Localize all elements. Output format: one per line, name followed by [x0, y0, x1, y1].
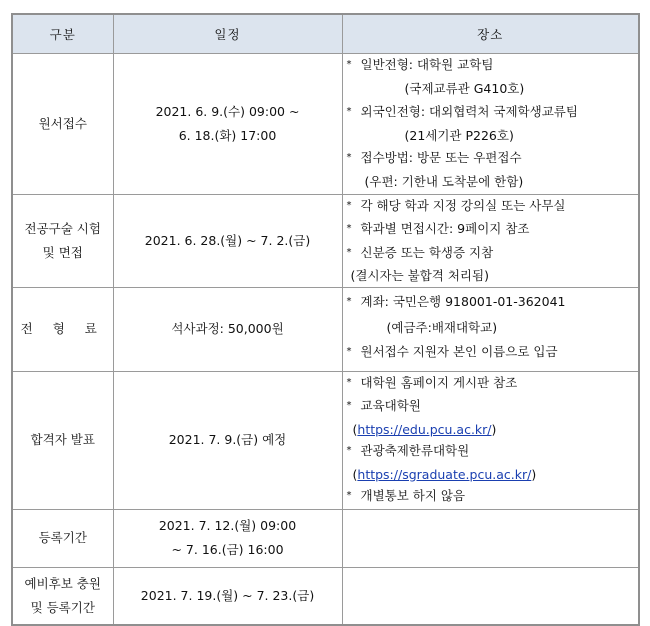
- category-cell: [12, 509, 113, 567]
- list-item: * 접수방법: 방문 또는 우편접수: [347, 147, 639, 171]
- bullet-mark: *: [346, 199, 352, 211]
- category-cell: [12, 194, 113, 287]
- date-text: ~ 7. 16.(금) 16:00: [171, 542, 284, 558]
- bullet-mark: *: [346, 345, 352, 357]
- location-cell: [342, 509, 639, 567]
- category-text: 예비후보 충원: [24, 576, 101, 592]
- list-item: * 일반전형: 대학원 교학팀: [347, 54, 639, 78]
- list-item: * 각 해당 학과 지정 강의실 또는 사무실: [347, 195, 639, 219]
- sgraduate-website-link[interactable]: https://sgraduate.pcu.ac.kr/: [357, 466, 532, 482]
- date-cell: [113, 371, 342, 509]
- category-text: 및 등록기간: [30, 600, 95, 616]
- bullet-mark: *: [346, 490, 352, 502]
- list-item-detail: (결시자는 불합격 처리됨): [350, 268, 489, 284]
- edu-website-link[interactable]: https://edu.pcu.ac.kr/: [357, 421, 492, 437]
- category-text: 원서접수: [38, 115, 87, 131]
- category-cell: [12, 287, 113, 371]
- date-text: 석사과정: 50,000원: [171, 321, 284, 337]
- date-text: 2021. 7. 12.(월) 09:00: [158, 518, 297, 534]
- bullet-mark: *: [346, 223, 352, 235]
- table-row-registration: [12, 509, 639, 567]
- table-row-interview: [12, 194, 639, 287]
- category-text: 합격자 발표: [30, 432, 95, 448]
- bullet-mark: *: [346, 246, 352, 258]
- list-item: * 관광축제한류대학원: [347, 440, 639, 464]
- location-cell: [342, 54, 639, 195]
- list-item: * 원서접수 지원자 본인 이름으로 입금: [347, 340, 639, 366]
- list-item-detail: (예금주:배재대학교): [386, 319, 498, 335]
- header-location: 장소: [342, 14, 639, 54]
- date-text: 2021. 7. 19.(월) ~ 7. 23.(금): [140, 588, 315, 604]
- bullet-mark: *: [346, 445, 352, 457]
- list-item-detail: (국제교류관 G410호): [404, 81, 525, 97]
- link-line: (https://edu.pcu.ac.kr/): [352, 421, 497, 437]
- category-text: 전공구술 시험: [24, 220, 101, 236]
- date-text: 2021. 7. 9.(금) 예정: [168, 432, 287, 448]
- location-cell: [342, 287, 639, 371]
- location-cell: [342, 194, 639, 287]
- list-item: * 외국인전형: 대외협력처 국제학생교류팀: [347, 101, 639, 125]
- bullet-mark: *: [346, 152, 352, 164]
- category-cell: [12, 371, 113, 509]
- list-item-detail: (우편: 기한내 도착분에 한함): [364, 174, 524, 190]
- bullet-mark: *: [346, 59, 352, 70]
- date-text: 6. 18.(화) 17:00: [178, 127, 277, 143]
- list-item: * 신분증 또는 학생증 지참: [347, 242, 639, 266]
- table-row-application: [12, 54, 639, 195]
- list-item: * 계좌: 국민은행 918001-01-362041: [347, 290, 639, 316]
- list-item: * 대학원 홈페이지 게시판 참조: [347, 372, 639, 396]
- bullet-mark: *: [346, 295, 352, 307]
- date-text: 2021. 6. 9.(수) 09:00 ~: [155, 103, 300, 119]
- list-item-detail: (21세기관 P226호): [404, 127, 514, 143]
- list-item: * 학과별 면접시간: 9페이지 참조: [347, 218, 639, 242]
- date-cell: [113, 509, 342, 567]
- date-cell: [113, 194, 342, 287]
- list-item: * 개별통보 하지 않음: [347, 485, 639, 509]
- table-row-fee: [12, 287, 639, 371]
- schedule-table: [11, 13, 640, 626]
- category-cell: [12, 54, 113, 195]
- table-row-announcement: [12, 371, 639, 509]
- category-text: 및 면접: [42, 244, 83, 260]
- table-header-row: [12, 14, 639, 54]
- date-cell: [113, 287, 342, 371]
- date-text: 2021. 6. 28.(월) ~ 7. 2.(금): [144, 232, 311, 248]
- category-text: 등록기간: [38, 530, 87, 546]
- link-line: (https://sgraduate.pcu.ac.kr/): [352, 466, 537, 482]
- date-cell: [113, 54, 342, 195]
- bullet-mark: *: [346, 400, 352, 412]
- bullet-mark: *: [346, 376, 352, 388]
- location-cell: [342, 371, 639, 509]
- list-item: * 교육대학원: [347, 395, 639, 419]
- category-text: 전 형 료: [20, 321, 105, 337]
- bullet-mark: *: [346, 105, 352, 117]
- header-schedule: 일정: [113, 14, 342, 54]
- header-category: 구분: [12, 14, 113, 54]
